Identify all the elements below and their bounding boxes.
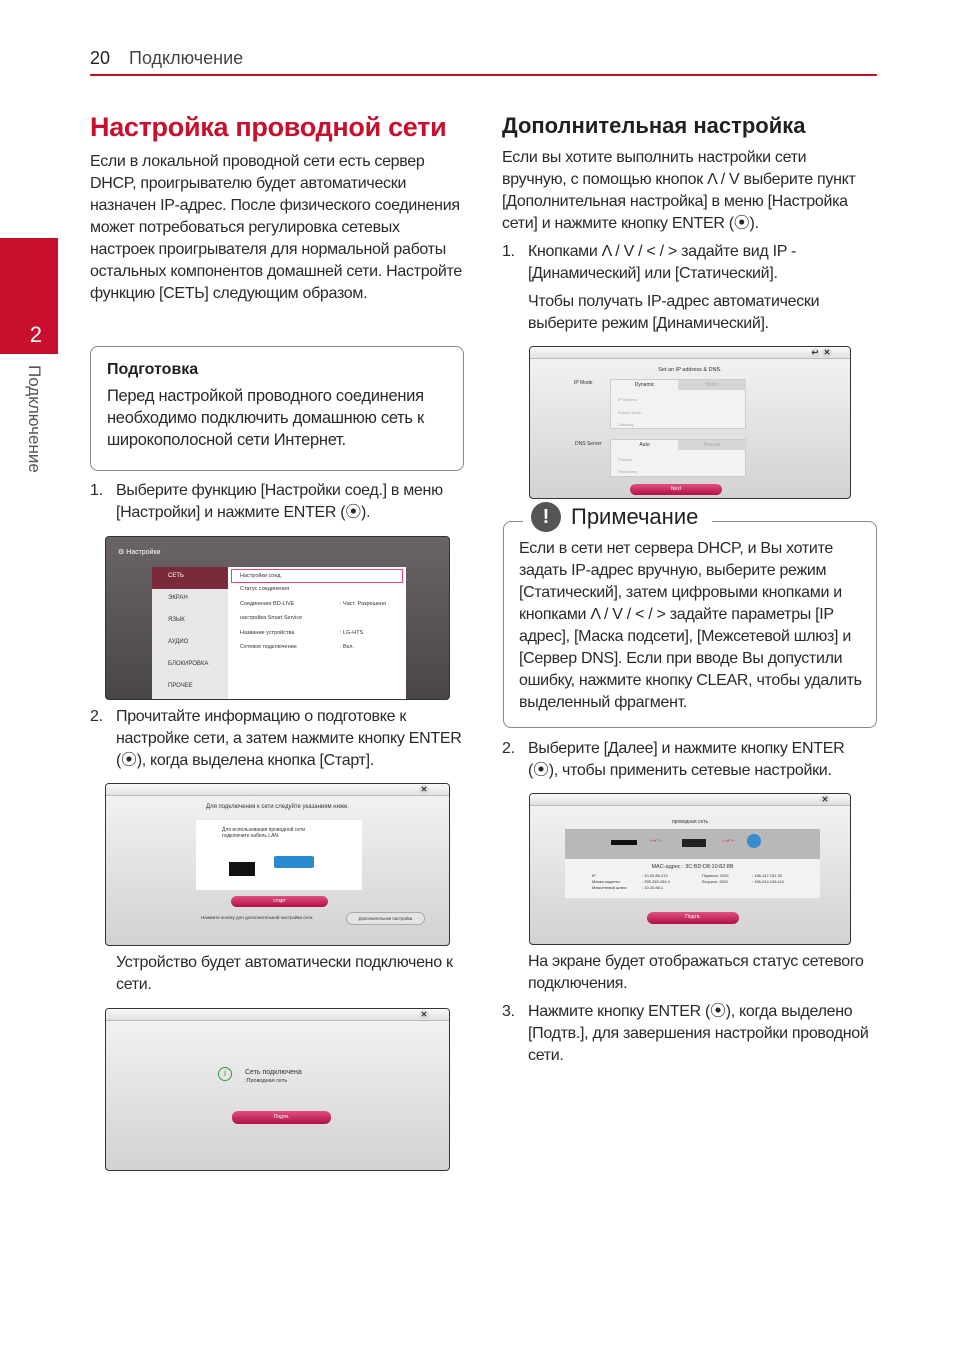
menu-item-language[interactable]: ЯЗЫК	[168, 617, 185, 623]
dynamic-tab[interactable]: Dynamic	[634, 382, 655, 388]
step-number: 2.	[90, 708, 103, 725]
network-status-screen	[529, 793, 851, 945]
next-button[interactable]: Next	[630, 484, 722, 495]
arrow-icon: ›››✔›››	[649, 838, 662, 843]
lan-cable-icon	[274, 856, 314, 868]
lan-info-box	[196, 820, 362, 890]
advanced-settings-button[interactable]: Дополнительная настройка	[346, 912, 425, 925]
primary-label: Primary	[618, 457, 632, 462]
settings-menu	[152, 567, 228, 700]
ip-settings-screen	[529, 346, 851, 499]
right-step-3	[502, 1001, 877, 1067]
right-step-1	[502, 241, 877, 285]
step-text: Кнопками Λ / V / < / > задайте вид IP - [Динамический] или [Статический].	[528, 243, 796, 282]
page-number: 20	[90, 48, 111, 68]
globe-icon	[747, 834, 761, 848]
close-icon[interactable]: ✕	[420, 785, 428, 794]
step-1	[90, 480, 465, 524]
status-text: На экране будет отображаться статус сетевого подключения.	[528, 953, 864, 992]
settings-item[interactable]: настройка Smart Service	[240, 615, 303, 621]
static-tab[interactable]: Static	[678, 380, 746, 390]
step-text: Выберите функцию [Настройки соед.] в меню [Настройки] и нажмите ENTER (⦿).	[116, 482, 443, 521]
header-divider	[90, 74, 877, 76]
dns-panel	[610, 439, 746, 477]
screen-heading: Для подключения к сети следуйте указаниям ниже.	[206, 804, 349, 810]
step-text: Прочитайте информацию о подготовке к настройке сети, а затем нажмите кнопку ENTER (⦿), когда выделена кнопка [Старт].	[116, 708, 462, 769]
back-icon[interactable]: ↩	[811, 348, 819, 357]
right-step-2	[502, 738, 877, 782]
left-title: Настройка проводной сети	[90, 112, 447, 142]
hint-text: Нажмите кнопку для дополнительной настройки сети.	[201, 915, 314, 920]
step-text: Нажмите кнопку ENTER (⦿), когда выделено [Подтв.], для завершения настройки проводной сети.	[528, 1003, 869, 1064]
chapter-tab: 2	[0, 238, 58, 354]
prep-title: Подготовка	[107, 361, 199, 378]
note-title: Примечание	[571, 504, 699, 529]
step-number: 3.	[502, 1003, 515, 1020]
settings-item[interactable]: Настройки соед.	[231, 569, 403, 583]
step-text: Выберите [Далее] и нажмите кнопку ENTER (⦿), чтобы применить сетевые настройки.	[528, 740, 845, 779]
prep-text: Перед настройкой проводного соединения необходимо подключить домашнюю сеть к широкополосной сети Интернет.	[107, 387, 424, 449]
menu-item-other[interactable]: ПРОЧЕЕ	[168, 683, 193, 689]
dns-server-label: DNS Server	[575, 441, 602, 447]
menu-item-audio[interactable]: АУДИО	[168, 639, 189, 645]
settings-item[interactable]: Статус соединения	[240, 586, 290, 592]
mac-address: MAC-адрес : 3C:BD:D8:10:82:8B	[651, 864, 734, 870]
note-text: Если в сети нет сервера DHCP, и Вы хотите задать IP-адрес вручную, выберите режим [Статический], затем цифровыми кнопками и кнопками Λ / V / < / > задайте параметры [IP адрес], [Маска подсети], [Межсетевой шлюз] и [Сервер DNS]. Если при вводе Вы допустили ошибку, нажмите кнопку CLEAR, чтобы удалить выделенный фрагмент.	[519, 540, 862, 711]
right-title: Дополнительная настройка	[502, 113, 806, 138]
warning-icon: !	[531, 502, 561, 532]
subnet-label: Subnet Mask	[618, 410, 642, 415]
settings-screen	[105, 536, 450, 700]
status-details	[565, 859, 820, 898]
gear-icon: ⚙	[118, 549, 125, 556]
ip-address-label: IP Address	[618, 397, 638, 402]
info-icon: i	[218, 1067, 232, 1081]
settings-item[interactable]: Сетевое подключение : Вкл.	[240, 644, 354, 650]
step1-extra: Чтобы получать IP-адрес автоматически выберите режим [Динамический].	[528, 293, 820, 332]
secondary-label: Secondary	[618, 469, 638, 474]
manual-tab[interactable]: Manual	[678, 440, 746, 450]
screen-heading: Set an IP address & DNS.	[658, 367, 722, 373]
ip-mode-panel	[610, 379, 746, 429]
auto-connect-text: Устройство будет автоматически подключено к сети.	[116, 954, 453, 993]
settings-items	[228, 567, 406, 700]
arrow-icon: ›››✔›››	[722, 838, 735, 843]
preparation-box	[90, 346, 464, 471]
close-icon[interactable]: ✕	[821, 795, 829, 804]
settings-item[interactable]: Соединение BD-LIVE : Част. Разрешено	[240, 600, 387, 607]
player-icon	[611, 840, 637, 845]
right-intro: Если вы хотите выполнить настройки сети вручную, с помощью кнопок Λ / V выберите пункт [Дополнительная настройка] в меню [Настройка сети] и нажмите кнопку ENTER (⦿).	[502, 149, 856, 232]
confirm-button[interactable]: Подтв.	[232, 1111, 331, 1124]
connection-diagram	[565, 829, 820, 859]
menu-item-network[interactable]: СЕТЬ	[152, 567, 228, 589]
router-icon	[682, 839, 706, 847]
confirm-button[interactable]: Подтв.	[647, 912, 739, 924]
connection-type: :Проводная сеть	[245, 1078, 288, 1084]
auto-tab[interactable]: Auto	[639, 442, 650, 448]
left-intro: Если в локальной проводной сети есть сервер DHCP, проигрывателю будет автоматически назначен IP-адрес. После физического соединения может потребоваться регулировка сетевых настроек проигрывателя для нормальной работы остальных компонентов домашней сети. Настройте функцию [СЕТЬ] следующим образом.	[90, 153, 462, 302]
menu-item-screen[interactable]: ЭКРАН	[168, 595, 188, 601]
connected-screen	[105, 1008, 450, 1171]
step-number: 1.	[502, 243, 515, 260]
step-2	[90, 706, 465, 772]
connected-status: Сеть подключена	[245, 1069, 302, 1076]
settings-item[interactable]: Название устройства : LG-HTS	[240, 629, 364, 636]
gateway-label: Gateway	[618, 422, 634, 427]
note-header	[523, 502, 712, 532]
lan-port-icon	[229, 862, 255, 876]
screen-heading: проводная сеть	[671, 819, 709, 825]
lan-info-text: Для использования проводной сети подключите кабель LAN.	[222, 827, 306, 839]
network-start-screen	[105, 783, 450, 946]
status-table: IP : 10.20.86.213 Первичн. DNS : 156.147.151.33 Маска подсети : 255.255.254.0 Вторичн. DNS : 156.244.108.110 Межсетевой шлюз : 10.20.86.1	[592, 873, 784, 890]
settings-title: ⚙ Настройки	[118, 549, 161, 556]
menu-item-lock[interactable]: БЛОКИРОВКА	[168, 661, 209, 667]
close-icon[interactable]: ✕	[420, 1010, 428, 1019]
ip-mode-label: IP Mode	[574, 380, 593, 386]
chapter-label: Подключение	[25, 365, 44, 473]
close-icon[interactable]: ✕	[823, 348, 831, 357]
start-button[interactable]: старт	[231, 896, 328, 907]
step-number: 1.	[90, 482, 103, 499]
section-title: Подключение	[129, 48, 244, 68]
step-number: 2.	[502, 740, 515, 757]
